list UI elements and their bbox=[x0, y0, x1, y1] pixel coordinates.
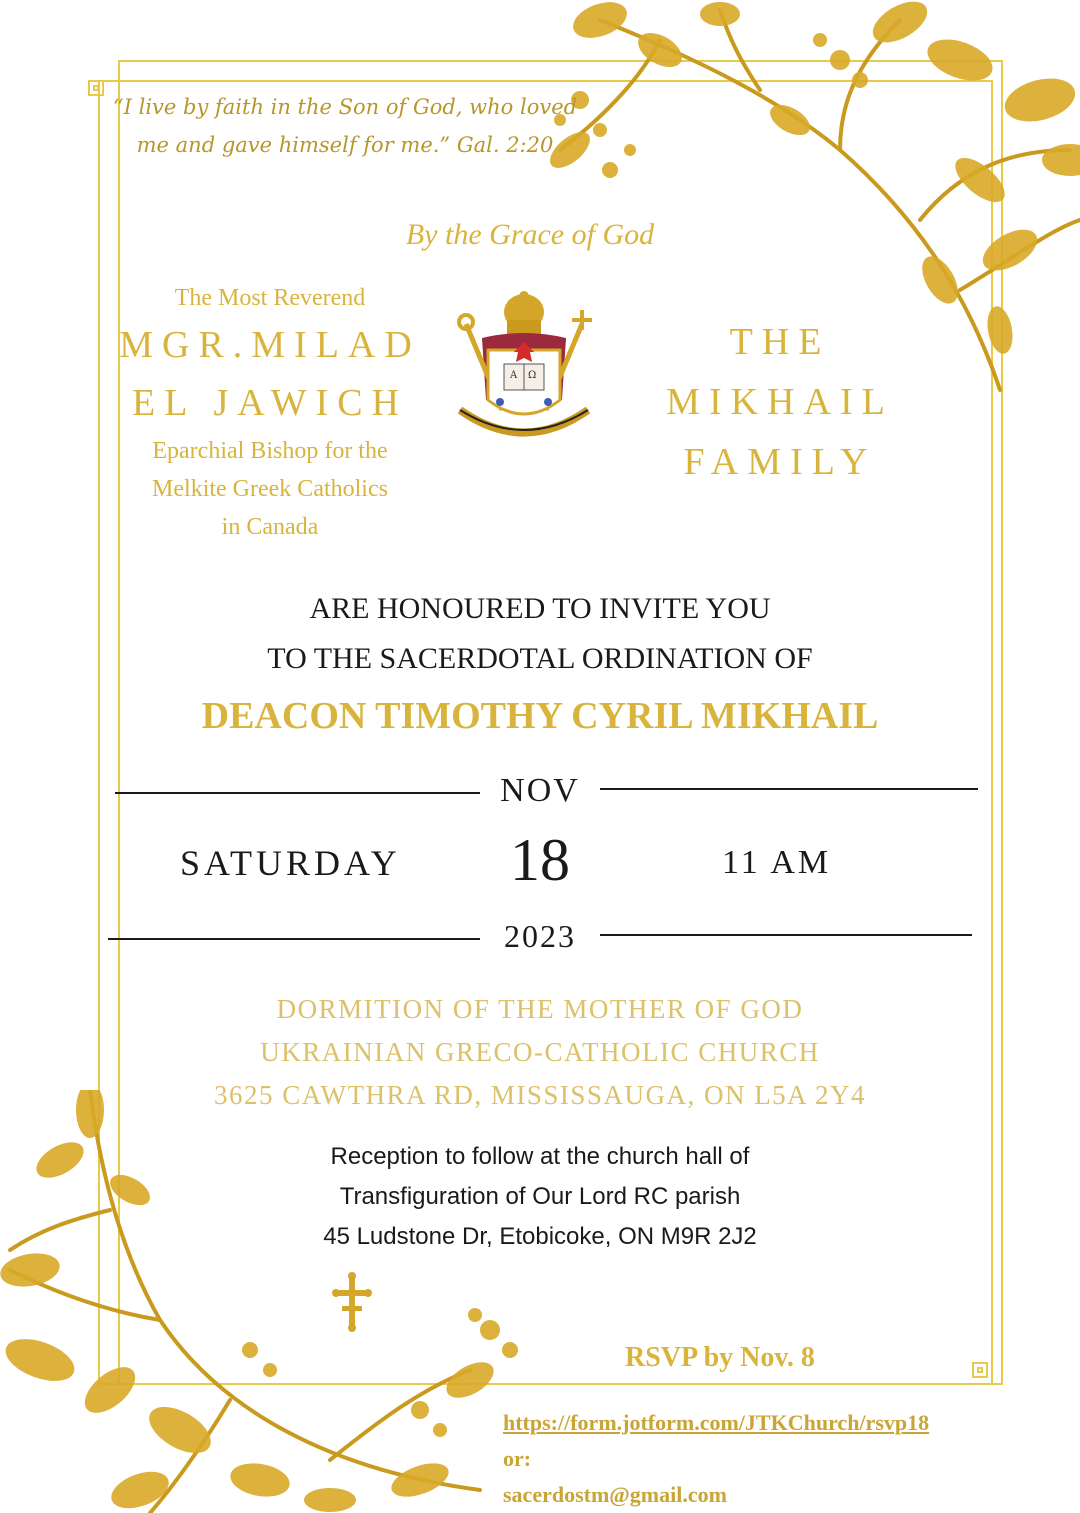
venue-line-1: DORMITION OF THE MOTHER OF GOD bbox=[276, 994, 804, 1024]
ordinand-name: DEACON TIMOTHY CYRIL MIKHAIL bbox=[201, 695, 879, 737]
reception-line-1: Reception to follow at the church hall of bbox=[330, 1143, 750, 1170]
date-year: 2023 bbox=[504, 918, 576, 954]
bishop-title-line-2: Melkite Greek Catholics bbox=[152, 476, 388, 502]
eparchy-coat-of-arms bbox=[452, 290, 597, 455]
divider-line bbox=[108, 938, 480, 940]
date-day: 18 bbox=[510, 827, 570, 893]
family-line-3: FAMILY bbox=[683, 441, 877, 483]
bishop-name-line-1: MGR.MILAD bbox=[119, 324, 421, 366]
family-line-1: THE bbox=[729, 321, 831, 363]
bishop-title-line-1: Eparchial Bishop for the bbox=[152, 438, 388, 464]
rsvp-or-label: or: bbox=[503, 1446, 532, 1471]
bishop-prefix: The Most Reverend bbox=[174, 285, 366, 311]
rsvp-contact bbox=[503, 1405, 929, 1513]
quote-line-2: me and gave himself for me.” Gal. 2:20 bbox=[136, 133, 554, 157]
venue-line-2: UKRAINIAN GRECO-CATHOLIC CHURCH bbox=[260, 1037, 820, 1067]
svg-text:Α: Α bbox=[510, 370, 518, 381]
divider-line bbox=[600, 788, 978, 790]
frame-corner-ornament bbox=[88, 80, 104, 96]
cross-icon bbox=[332, 1272, 372, 1332]
quote-line-1: “I live by faith in the Son of God, who loved bbox=[112, 95, 578, 119]
venue-block bbox=[100, 988, 980, 1117]
rsvp-email[interactable]: sacerdostm@gmail.com bbox=[503, 1482, 727, 1507]
bishop-name-line-2: EL JAWICH bbox=[131, 382, 408, 424]
invitation-line-2: TO THE SACERDOTAL ORDINATION OF bbox=[267, 642, 813, 675]
date-month: NOV bbox=[500, 772, 580, 809]
rsvp-deadline: RSVP by Nov. 8 bbox=[625, 1342, 815, 1373]
venue-address: 3625 CAWTHRA RD, MISSISSAUGA, ON L5A 2Y4 bbox=[214, 1080, 866, 1110]
rsvp-form-link[interactable]: https://form.jotform.com/JTKChurch/rsvp18 bbox=[503, 1410, 930, 1435]
date-time: 11 AM bbox=[722, 844, 832, 881]
family-block bbox=[630, 312, 930, 492]
family-line-2: MIKHAIL bbox=[666, 381, 894, 423]
divider-line bbox=[115, 792, 480, 794]
divider-line bbox=[600, 934, 972, 936]
frame-corner-ornament bbox=[972, 1362, 988, 1378]
bishop-block bbox=[100, 280, 440, 546]
reception-address: 45 Ludstone Dr, Etobicoke, ON M9R 2J2 bbox=[323, 1223, 757, 1250]
scripture-quote bbox=[110, 88, 580, 164]
invitation-text bbox=[100, 584, 980, 684]
svg-text:Ω: Ω bbox=[528, 370, 537, 381]
bishop-title-line-3: in Canada bbox=[221, 514, 319, 540]
invitation-line-1: ARE HONOURED TO INVITE YOU bbox=[309, 592, 771, 625]
date-weekday: SATURDAY bbox=[180, 843, 401, 883]
reception-line-2: Transfiguration of Our Lord RC parish bbox=[339, 1183, 741, 1210]
grace-heading: By the Grace of God bbox=[405, 218, 655, 251]
reception-block bbox=[200, 1137, 880, 1257]
